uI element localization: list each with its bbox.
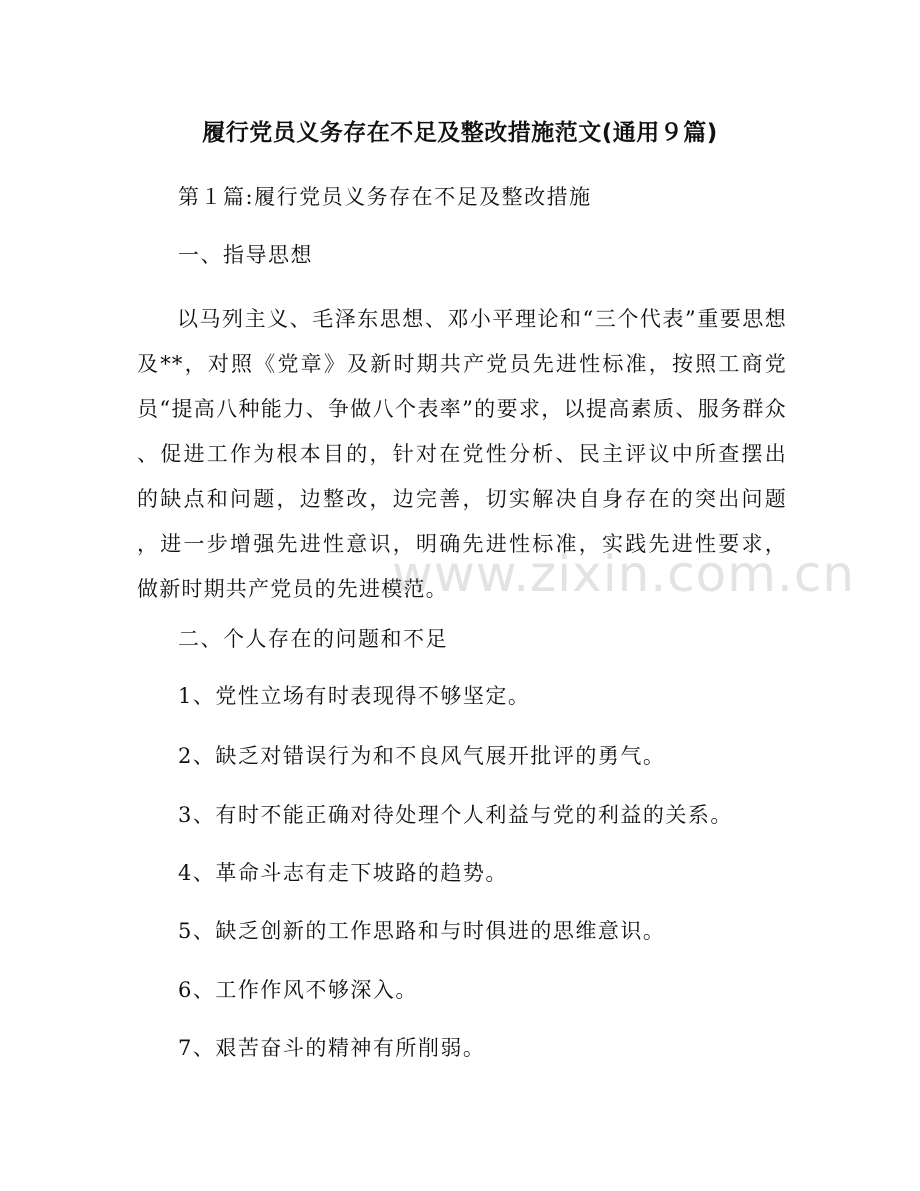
document-title: 履行党员义务存在不足及整改措施范文(通用９篇) — [202, 120, 718, 146]
paragraph-line: 及**，对照《党章》及新时期共产党员先进性标准，按照工商党 — [137, 352, 787, 376]
chapter-heading: 第１篇:履行党员义务存在不足及整改措施 — [178, 185, 592, 209]
paragraph-line: 做新时期共产党员的先进模范。 — [137, 577, 448, 601]
paragraph-line: 的缺点和问题，边整改，边完善，切实解决自身存在的突出问题 — [137, 487, 787, 511]
watermark: www.zixin.com.cn — [392, 545, 856, 603]
list-item: 3、有时不能正确对待处理个人利益与党的利益的关系。 — [178, 803, 733, 827]
paragraph-line: ，进一步增强先进性意识，明确先进性标准，实践先进性要求， — [137, 532, 787, 556]
list-item: 2、缺乏对错误行为和不良风气展开批评的勇气。 — [178, 744, 666, 768]
list-item: 6、工作作风不够深入。 — [178, 978, 418, 1002]
list-item: 7、艰苦奋斗的精神有所削弱。 — [178, 1036, 486, 1060]
paragraph-line: 以马列主义、毛泽东思想、邓小平理论和“三个代表”重要思想 — [177, 307, 787, 331]
paragraph-line: 员“提高八种能力、争做八个表率”的要求，以提高素质、服务群众 — [137, 397, 787, 421]
section-heading-problems: 二、个人存在的问题和不足 — [178, 627, 448, 651]
list-item: 1、党性立场有时表现得不够坚定。 — [178, 684, 531, 708]
section-heading-guiding-ideology: 一、指导思想 — [178, 243, 313, 267]
list-item: 4、革命斗志有走下坡路的趋势。 — [178, 861, 508, 885]
paragraph-line: 、促进工作为根本目的，针对在党性分析、民主评议中所查摆出 — [137, 442, 787, 466]
list-item: 5、缺乏创新的工作思路和与时俱进的思维意识。 — [178, 919, 666, 943]
guiding-ideology-paragraph — [137, 297, 787, 612]
